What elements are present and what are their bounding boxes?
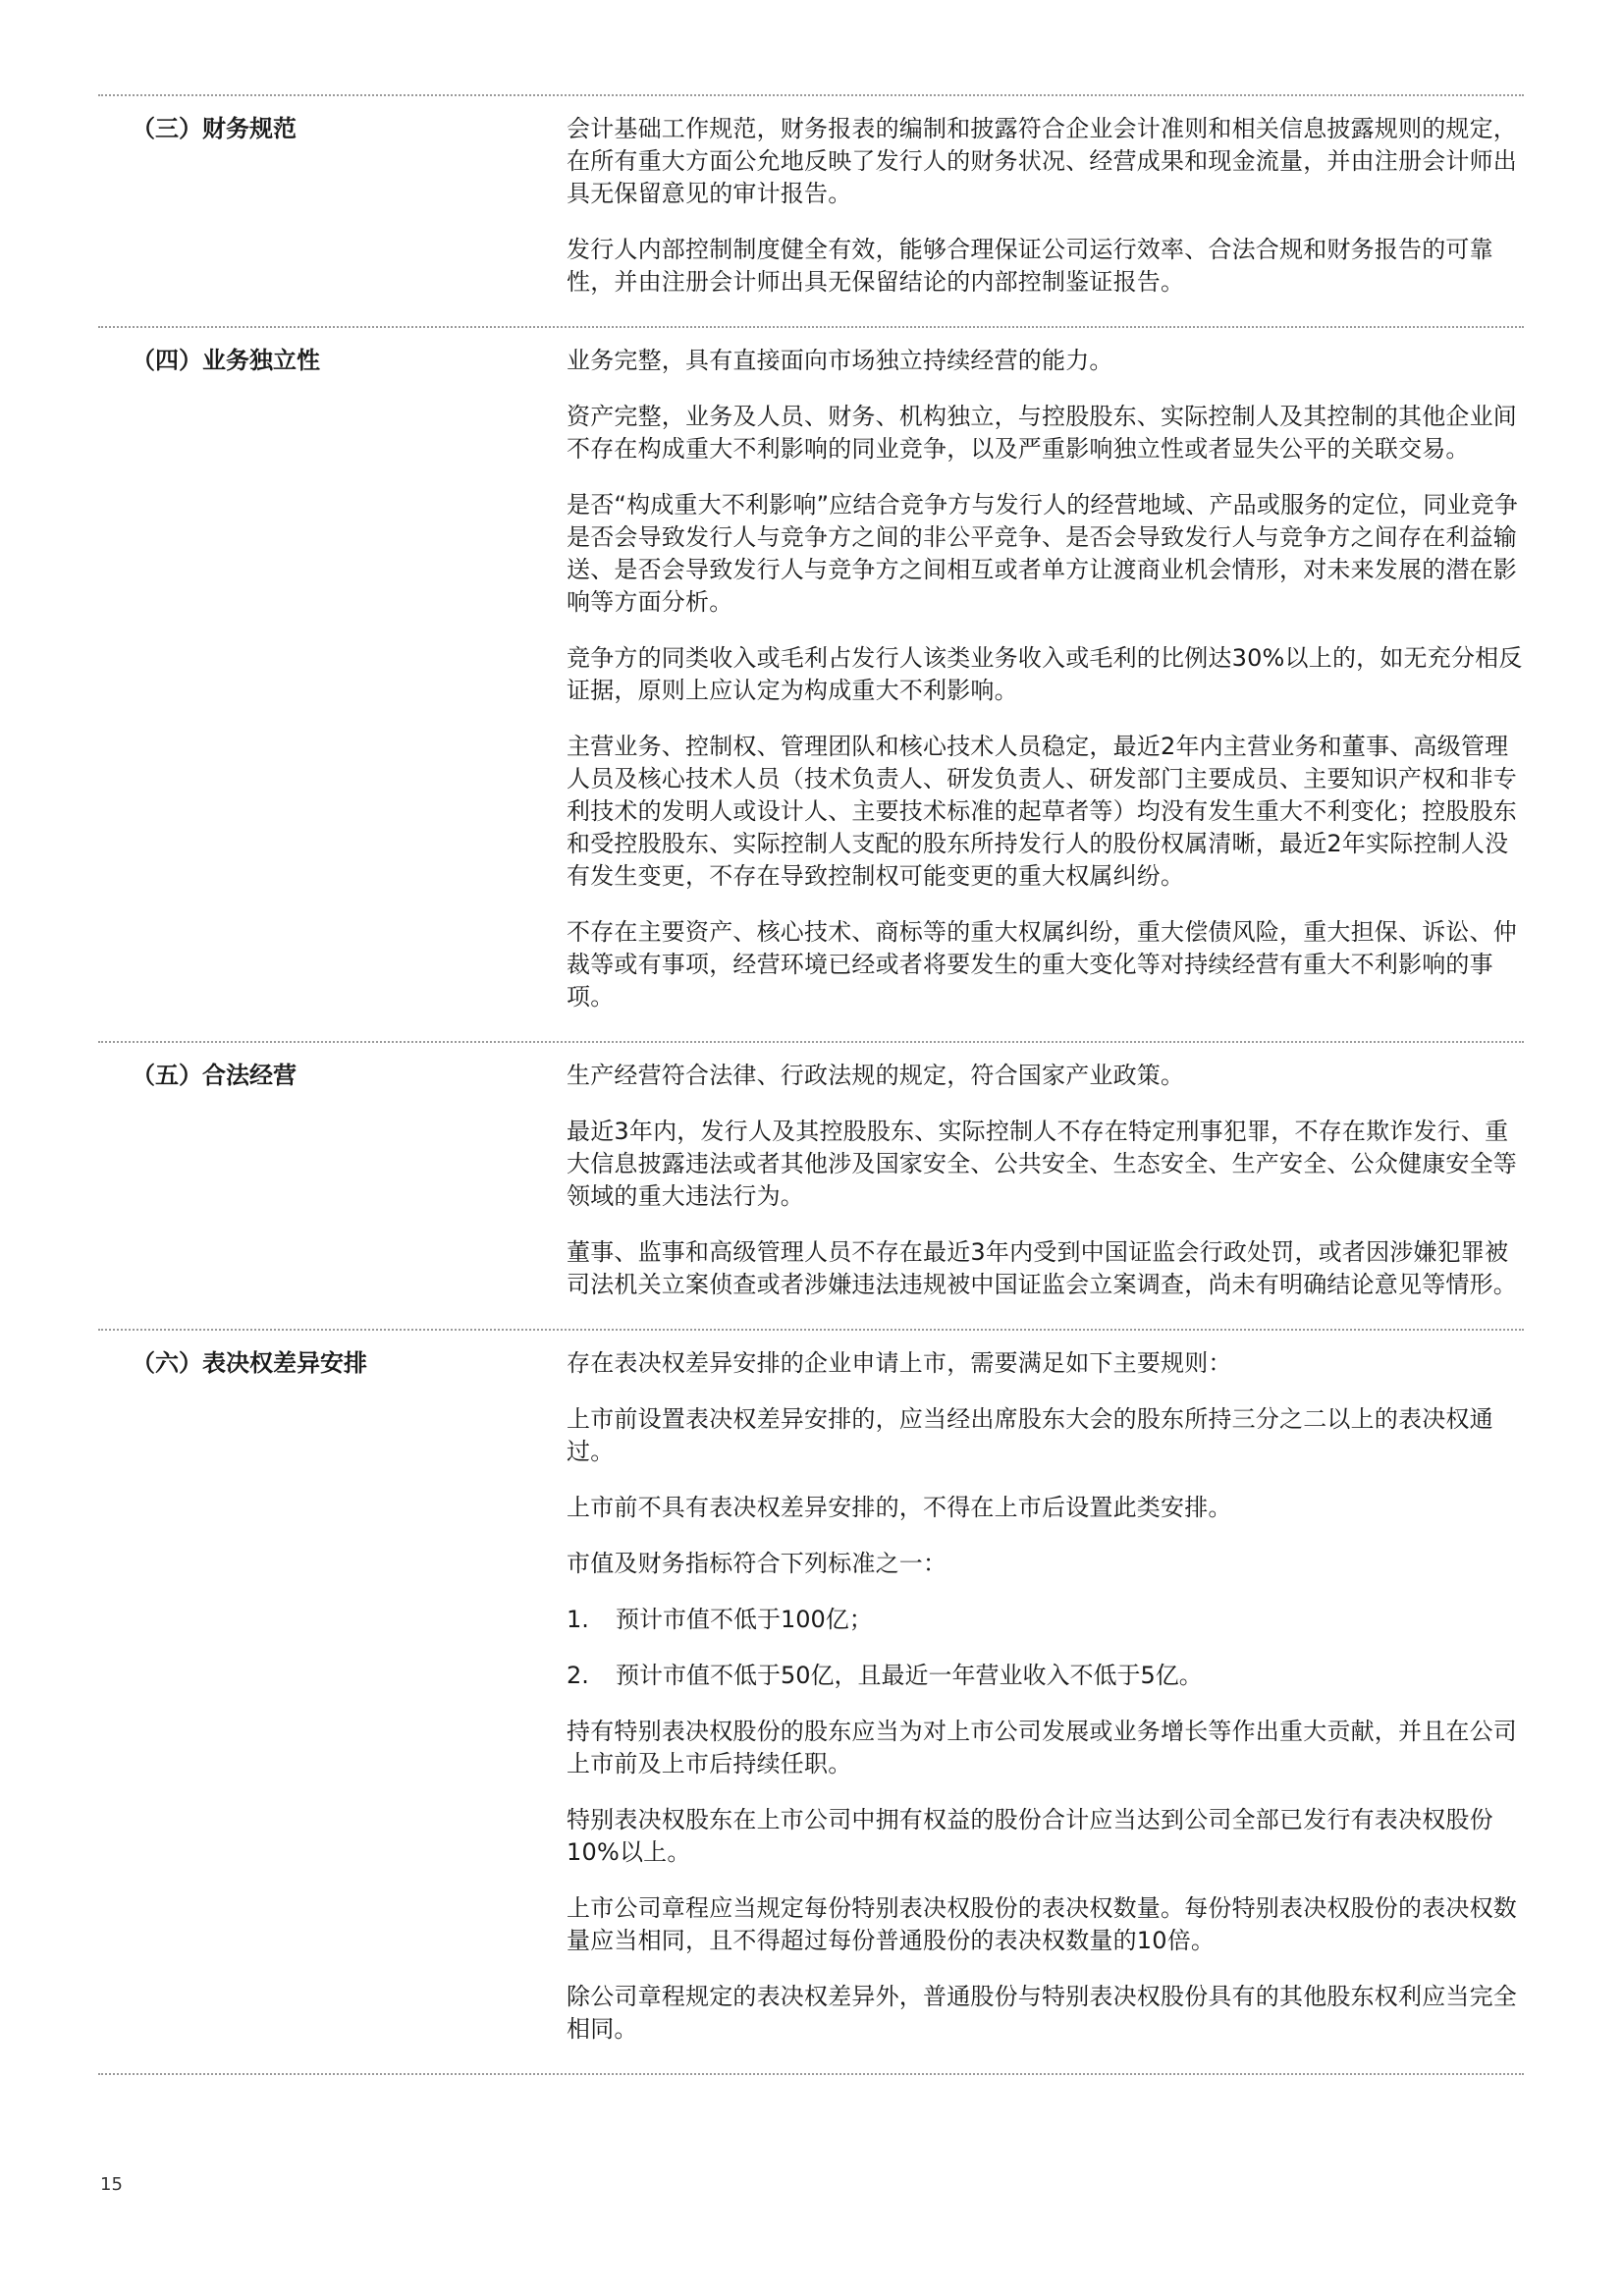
list-item xyxy=(567,1660,1524,1692)
page-number: 15 xyxy=(100,2174,123,2195)
paragraph: 存在表决权差异安排的企业申请上市，需要满足如下主要规则： xyxy=(567,1349,1232,1377)
divider xyxy=(98,2073,1524,2075)
paragraph: 上市前设置表决权差异安排的，应当经出席股东大会的股东所持三分之二以上的表决权通过。 xyxy=(567,1405,1493,1465)
paragraph: 特别表决权股东在上市公司中拥有权益的股份合计应当达到公司全部已发行有表决权股份10%以上。 xyxy=(567,1806,1493,1866)
section-title: （三）财务规范 xyxy=(132,115,297,142)
paragraph: 发行人内部控制制度健全有效，能够合理保证公司运行效率、合法合规和财务报告的可靠性，并由注册会计师出具无保留结论的内部控制鉴证报告。 xyxy=(567,236,1493,296)
paragraph: 上市前不具有表决权差异安排的，不得在上市后设置此类安排。 xyxy=(567,1494,1232,1521)
section-legal-operation xyxy=(98,1041,1524,1329)
list-item xyxy=(567,1604,1524,1636)
paragraph: 资产完整，业务及人员、财务、机构独立，与控股股东、实际控制人及其控制的其他企业间不存在构成重大不利影响的同业竞争，以及严重影响独立性或者显失公平的关联交易。 xyxy=(567,403,1517,463)
paragraph: 最近3年内，发行人及其控股股东、实际控制人不存在特定刑事犯罪，不存在欺诈发行、重大信息披露违法或者其他涉及国家安全、公共安全、生态安全、生产安全、公众健康安全等领域的重大违法行为。 xyxy=(567,1118,1517,1210)
section-voting-rights xyxy=(98,1329,1524,2073)
document-page xyxy=(98,94,1524,2075)
paragraph: 市值及财务指标符合下列标准之一： xyxy=(567,1550,947,1577)
section-body xyxy=(567,1060,1524,1325)
list-text: 预计市值不低于100亿； xyxy=(616,1606,873,1633)
paragraph: 上市公司章程应当规定每份特别表决权股份的表决权数量。每份特别表决权股份的表决权数量应当相同，且不得超过每份普通股份的表决权数量的10倍。 xyxy=(567,1894,1517,1954)
paragraph: 除公司章程规定的表决权差异外，普通股份与特别表决权股份具有的其他股东权利应当完全相同。 xyxy=(567,1983,1517,2043)
list-number: 1. xyxy=(567,1606,589,1633)
paragraph: 主营业务、控制权、管理团队和核心技术人员稳定，最近2年内主营业务和董事、高级管理人员及核心技术人员（技术负责人、研发负责人、研发部门主要成员、主要知识产权和非专利技术的发明人或设计人、主要技术标准的起草者等）均没有发生重大不利变化；控股股东和受控股股东、实际控制人支配的股东所持发行人的股份权属清晰，最近2年实际控制人没有发生变更，不存在导致控制权可能变更的重大权属纠纷。 xyxy=(567,733,1517,890)
paragraph: 业务完整，具有直接面向市场独立持续经营的能力。 xyxy=(567,347,1113,374)
section-financial-standards xyxy=(98,94,1524,326)
section-title: （五）合法经营 xyxy=(132,1062,297,1089)
paragraph: 不存在主要资产、核心技术、商标等的重大权属纠纷，重大偿债风险，重大担保、诉讼、仲裁等或有事项，经营环境已经或者将要发生的重大变化等对持续经营有重大不利影响的事项。 xyxy=(567,918,1517,1011)
paragraph: 持有特别表决权股份的股东应当为对上市公司发展或业务增长等作出重大贡献，并且在公司上市前及上市后持续任职。 xyxy=(567,1718,1517,1777)
paragraph: 竞争方的同类收入或毛利占发行人该类业务收入或毛利的比例达30%以上的，如无充分相反证据，原则上应认定为构成重大不利影响。 xyxy=(567,644,1523,704)
paragraph: 生产经营符合法律、行政法规的规定，符合国家产业政策。 xyxy=(567,1062,1185,1089)
list-text: 预计市值不低于50亿，且最近一年营业收入不低于5亿。 xyxy=(616,1662,1203,1689)
section-title: （四）业务独立性 xyxy=(132,347,320,374)
paragraph: 是否“构成重大不利影响”应结合竞争方与发行人的经营地域、产品或服务的定位，同业竞争是否会导致发行人与竞争方之间的非公平竞争、是否会导致发行人与竞争方之间存在利益输送、是否会导致发行人与竞争方之间相互或者单方让渡商业机会情形，对未来发展的潜在影响等方面分析。 xyxy=(567,491,1519,616)
paragraph: 董事、监事和高级管理人员不存在最近3年内受到中国证监会行政处罚，或者因涉嫌犯罪被司法机关立案侦查或者涉嫌违法违规被中国证监会立案调查，尚未有明确结论意见等情形。 xyxy=(567,1238,1517,1298)
section-business-independence xyxy=(98,326,1524,1041)
section-title: （六）表决权差异安排 xyxy=(132,1349,367,1377)
list-number: 2. xyxy=(567,1662,589,1689)
paragraph: 会计基础工作规范，财务报表的编制和披露符合企业会计准则和相关信息披露规则的规定，在所有重大方面公允地反映了发行人的财务状况、经营成果和现金流量，并由注册会计师出具无保留意见的审计报告。 xyxy=(567,115,1517,207)
section-body xyxy=(567,1347,1524,2069)
section-body xyxy=(567,113,1524,322)
section-body xyxy=(567,345,1524,1037)
